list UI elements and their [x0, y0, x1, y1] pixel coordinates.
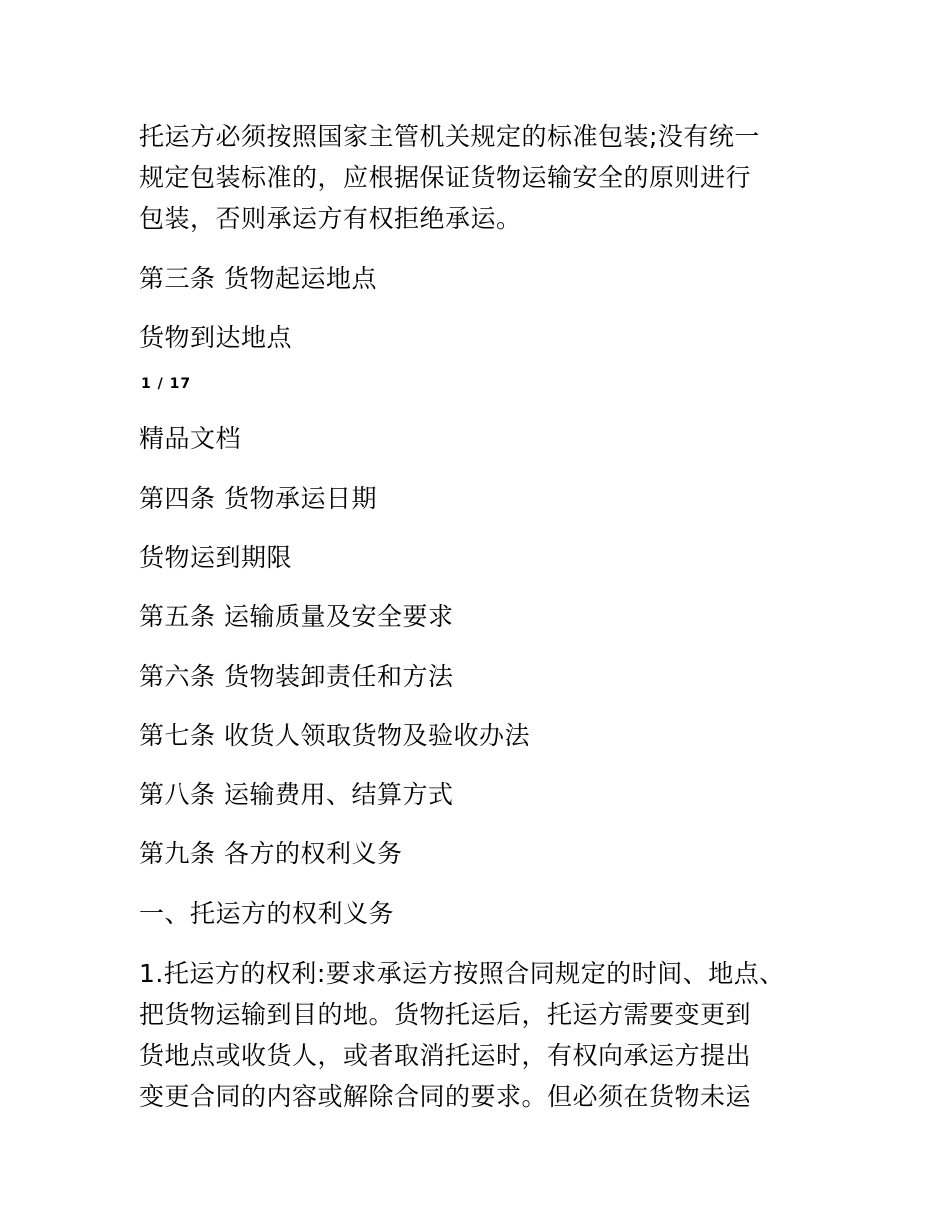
paragraph-line: 货地点或收货人，或者取消托运时，有权向承运方提出 — [139, 1041, 752, 1070]
page-number: 1 / 17 — [141, 376, 192, 392]
article-8-heading: 第八条 运输费用、结算方式 — [139, 780, 454, 809]
paragraph-line: 托运方必须按照国家主管机关规定的标准包装;没有统一 — [139, 122, 760, 151]
paragraph-line: 1.托运方的权利:要求承运方按照合同规定的时间、地点、 — [139, 959, 785, 988]
paragraph-line: 变更合同的内容或解除合同的要求。但必须在货物未运 — [139, 1082, 752, 1111]
paragraph-line: 把货物运输到目的地。货物托运后，托运方需要变更到 — [139, 1000, 752, 1029]
article-7-heading: 第七条 收货人领取货物及验收办法 — [139, 721, 530, 750]
article-3-destination: 货物到达地点 — [139, 323, 293, 352]
article-4-heading: 第四条 货物承运日期 — [139, 484, 377, 513]
article-9-heading: 第九条 各方的权利义务 — [139, 839, 403, 868]
paragraph-line: 包装，否则承运方有权拒绝承运。 — [139, 204, 522, 233]
section-1-heading: 一、托运方的权利义务 — [139, 899, 395, 928]
article-5-heading: 第五条 运输质量及安全要求 — [139, 602, 454, 631]
article-4-deadline: 货物运到期限 — [139, 543, 293, 572]
header-label: 精品文档 — [139, 424, 242, 453]
paragraph-line: 规定包装标准的，应根据保证货物运输安全的原则进行 — [139, 163, 752, 192]
article-3-heading: 第三条 货物起运地点 — [139, 264, 377, 293]
article-6-heading: 第六条 货物装卸责任和方法 — [139, 662, 454, 691]
